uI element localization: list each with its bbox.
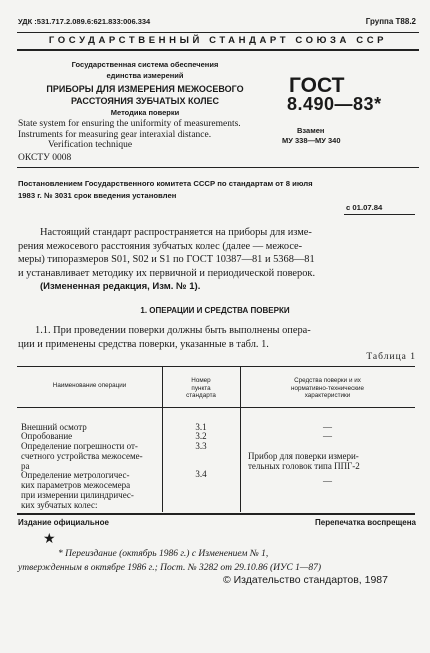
decree-line-2: 1983 г. № 3031 срок введения установлен: [18, 191, 177, 200]
row-2-means: —: [323, 431, 332, 441]
row-1-number: 3.1: [195, 422, 207, 432]
title-line-1: ПРИБОРЫ ДЛЯ ИЗМЕРЕНИЯ МЕЖОСЕВОГО: [46, 84, 244, 94]
row-3-operation-l3: ра: [21, 461, 30, 471]
table-row: [21, 470, 159, 510]
intro-line-2: рения межосевого расстояния зубчатых колес (далее — межосе-: [18, 240, 303, 252]
row-3-means: [248, 451, 413, 471]
intro-paragraph: [18, 226, 420, 294]
col-means-header-l3: характеристики: [304, 392, 351, 399]
english-title: [18, 119, 288, 151]
col-means-header-l2: нормативно-технические: [290, 384, 365, 392]
english-line-3: Verification technique: [48, 140, 133, 150]
footer-rule: [17, 513, 415, 515]
system-line-1: Государственная система обеспечения: [71, 60, 219, 69]
star-icon: ★: [43, 532, 56, 547]
row-1-means: —: [323, 422, 332, 432]
publisher-copyright: © Издательство стандартов, 1987: [222, 574, 388, 586]
udk-code: УДК :531.717.2.089.6:621.833:006.334: [18, 17, 151, 26]
row-4-operation-l1: Определение метрологичес-: [21, 470, 130, 480]
header-rule-bottom: [17, 49, 419, 51]
english-line-2: Instruments for measuring gear interaxial distance.: [18, 129, 212, 140]
para-line-2: ции и применены средства поверки, указанные в табл. 1.: [18, 338, 269, 350]
table-row: [21, 441, 159, 471]
row-4-operation-l3: при измерении цилиндричес-: [21, 490, 134, 500]
title-line-2: РАССТОЯНИЯ ЗУБЧАТЫХ КОЛЕС: [70, 96, 220, 106]
gost-label: ГОСТ: [289, 74, 345, 97]
table-header-border: [17, 407, 415, 408]
system-line-2: единства измерений: [106, 71, 184, 80]
official-edition: Издание официальное: [18, 518, 109, 527]
oksu-code: ОКСТУ 0008: [18, 153, 72, 163]
row-3-operation-l2: счетного устройства межосеме-: [21, 451, 143, 461]
measurement-system-title: [20, 59, 270, 81]
gost-number: 8.490—83*: [287, 94, 382, 114]
header-rule-top: [17, 32, 419, 33]
group-code: Группа Т88.2: [365, 17, 416, 26]
replaces-label: Взамен: [297, 126, 325, 135]
col-number-header-l2: пункта: [191, 384, 211, 392]
intro-line-3: меры) типоразмеров S01, S02 и S1 по ГОСТ 10387—81 и 5368—81: [18, 254, 315, 265]
table-top-border: [17, 366, 415, 367]
row-3-number: 3.3: [195, 441, 207, 451]
reissue-note: [18, 547, 420, 575]
effective-date: с 01.07.84: [346, 203, 383, 212]
row-1-operation: Внешний осмотр: [21, 422, 87, 432]
state-standard-title: ГОСУДАРСТВЕННЫЙ СТАНДАРТ СОЮЗА ССР: [48, 35, 388, 46]
english-line-1: State system for ensuring the uniformity of measurements.: [18, 119, 241, 129]
col-means-header: [240, 377, 415, 400]
table-row: [21, 431, 159, 441]
col-operation-header: Наименование операции: [52, 382, 127, 389]
col-number-header: [162, 377, 240, 400]
section-1-paragraph: [18, 324, 420, 351]
title-rule: [17, 167, 419, 168]
row-3-operation-l1: Определение погрешности от-: [21, 441, 138, 451]
para-line-1: 1.1. При проведении поверки должны быть выполнены опера-: [35, 325, 311, 336]
document-subtitle: Методика поверки: [110, 108, 180, 117]
row-4-number: 3.4: [195, 469, 207, 479]
row-4-operation-l2: ких параметров межосемера: [21, 480, 131, 490]
col-means-header-l1: Средства поверки и их: [294, 377, 361, 384]
table-caption: Таблица 1: [366, 352, 416, 362]
intro-line-1: Настоящий стандарт распространяется на приборы для изме-: [40, 227, 312, 238]
row-3-means-l1: Прибор для поверки измери-: [248, 451, 359, 461]
row-2-operation: Опробование: [21, 431, 73, 441]
col-number-header-l1: Номер: [191, 377, 211, 384]
col-number-header-l3: стандарта: [186, 392, 216, 399]
intro-line-4: и устанавливает методику их первичной и периодической поверок.: [18, 267, 316, 279]
replaces-value: МУ 338—МУ 340: [282, 136, 341, 145]
decree-text: [18, 178, 419, 202]
row-4-operation-l4: ких зубчатых колес:: [21, 500, 98, 510]
row-3-means-l2: тельных головок типа ППГ-2: [248, 461, 360, 471]
document-title: [20, 83, 270, 107]
section-1-heading: 1. ОПЕРАЦИИ И СРЕДСТВА ПОВЕРКИ: [140, 306, 290, 315]
effective-date-underline: [344, 214, 415, 215]
reissue-line-1: * Переиздание (октябрь 1986 г.) с Изменением № 1,: [58, 549, 269, 559]
row-4-means: —: [323, 476, 332, 486]
reissue-line-2: утвержденным в октябре 1986 г.; Пост. № 3282 от 29.10.86 (ИУС 1—87): [18, 563, 322, 573]
reprint-prohibited: Перепечатка воспрещена: [315, 518, 416, 527]
row-2-number: 3.2: [195, 431, 207, 441]
decree-line-1: Постановлением Государственного комитета СССР по стандартам от 8 июля: [18, 179, 313, 188]
amended-note: (Измененная редакция, Изм. № 1).: [40, 281, 201, 292]
